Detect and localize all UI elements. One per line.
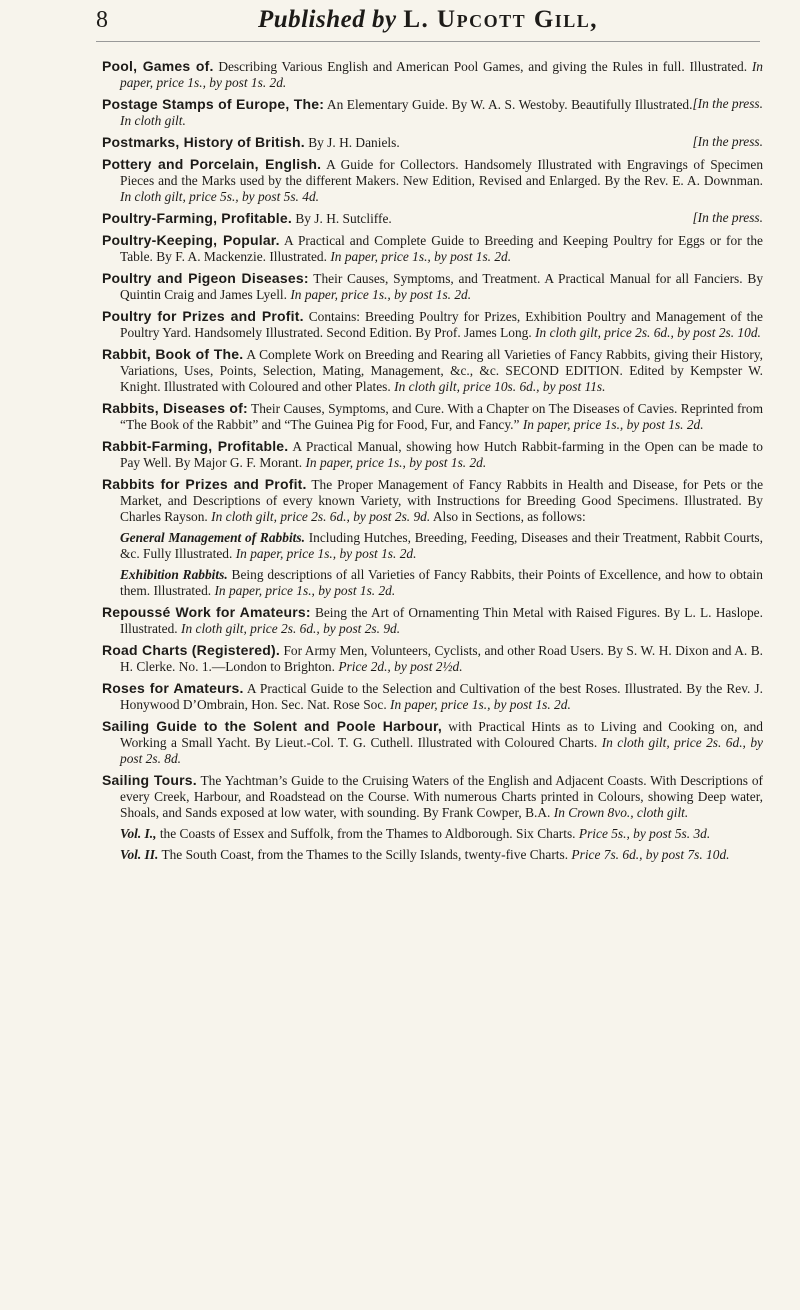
entry-heading: Repoussé Work for Amateurs: [102, 604, 311, 620]
running-title-prefix: Published by [257, 6, 397, 33]
entry-price: Price 2d., by post 2½d. [338, 659, 463, 674]
catalogue-entry [102, 476, 763, 525]
subentry-price: Price 7s. 6d., by post 7s. 10d. [571, 847, 730, 862]
entry-price: In paper, price 1s., by post 1s. 2d. [330, 249, 512, 264]
entry-note: Also in Sections, as follows: [432, 509, 586, 524]
catalogue-entry [102, 270, 763, 303]
entry-price: In paper, price 1s., by post 1s. 2d. [522, 417, 704, 432]
entry-heading: Sailing Tours. [102, 772, 197, 788]
catalogue-entry [102, 308, 763, 341]
entry-heading: Pool, Games of. [102, 58, 214, 74]
catalogue-entry [102, 604, 763, 637]
press-note: [In the press. [692, 96, 763, 111]
catalogue-entry [102, 232, 763, 265]
entry-price: In cloth gilt, price 5s., by post 5s. 4d. [120, 189, 319, 204]
subentry-description: Including Hutches, Breeding, Feeding, Diseases and their Treatment, Rabbit Courts, &c. Fully Illustrated. [120, 530, 763, 561]
entry-price: In cloth gilt, price 2s. 6d., by post 2s. 9d. [211, 509, 431, 524]
entry-price: In cloth gilt, price 10s. 6d., by post 11s. [394, 379, 606, 394]
catalogue-entries [102, 58, 763, 868]
header-rule [96, 41, 760, 42]
subentry-price: In paper, price 1s., by post 1s. 2d. [235, 546, 417, 561]
entry-price: In paper, price 1s., by post 1s. 2d. [305, 455, 487, 470]
entry-price: In cloth gilt, price 2s. 6d., by post 2s. 8d. [120, 735, 763, 766]
entry-description: with Practical Hints as to Living and Cooking on, and Working a Small Yacht. By Lieut.-Col. T. G. Cuthell. Illustrated with Coloured Charts. [120, 719, 763, 750]
catalogue-entry [102, 642, 763, 675]
entry-heading: Rabbit, Book of The. [102, 346, 244, 362]
entry-heading: Road Charts (Registered). [102, 642, 280, 658]
catalogue-subentry [102, 530, 763, 562]
page-number: 8 [96, 6, 108, 33]
page-header [96, 0, 760, 40]
catalogue-entry [102, 134, 763, 151]
entry-description: By J. H. Sutcliffe. [295, 211, 392, 226]
entry-description: A Complete Work on Breeding and Rearing all Varieties of Fancy Rabbits, giving their History, Variations, Uses, Points, Selection, Mating, Management, &c., &c. SECOND EDITION. Edited by Kempster W. Knight. Illustrated with Coloured and other Plates. [120, 347, 764, 394]
subentry-heading: Vol. II. [120, 847, 159, 862]
catalogue-entry [102, 96, 763, 129]
entry-description: The Yachtman’s Guide to the Cruising Waters of the English and Adjacent Coasts. With Descriptions of every Creek, Harbour, and Roadstead on the Course. With numerous Charts printed in Colours, showing Deep water, Shoals, and Sands exposed at low water, with sounding. By Frank Cowper, B.A. [120, 773, 764, 820]
entry-description: For Army Men, Volunteers, Cyclists, and other Road Users. By S. W. H. Dixon and A. B. H. Clerke. No. 1.—London to Brighton. [120, 643, 763, 674]
entry-description: Their Causes, Symptoms, and Treatment. A Practical Manual for all Fanciers. By Quintin Craig and James Lyell. [120, 271, 764, 302]
catalogue-subentry [102, 826, 763, 842]
entry-heading: Poultry for Prizes and Profit. [102, 308, 304, 324]
catalogue-entry [102, 346, 763, 395]
catalogue-entry [102, 210, 763, 227]
catalogue-entry [102, 772, 763, 821]
entry-price: In paper, price 1s., by post 1s. 2d. [390, 697, 571, 712]
subentry-price: In paper, price 1s., by post 1s. 2d. [214, 583, 396, 598]
entry-heading: Roses for Amateurs. [102, 680, 244, 696]
catalogue-entry [102, 58, 763, 91]
entry-description: Being the Art of Ornamenting Thin Metal with Raised Figures. By L. L. Haslope. Illustrated. [120, 605, 763, 636]
entry-heading: Rabbit-Farming, Profitable. [102, 438, 289, 454]
subentry-heading: General Management of Rabbits. [120, 530, 305, 545]
entry-heading: Rabbits for Prizes and Profit. [102, 476, 307, 492]
entry-heading: Postmarks, History of British. [102, 134, 305, 150]
entry-description: Contains: Breeding Poultry for Prizes, Exhibition Poultry and Management of the Poultry Yard. Handsomely Illustrated. Second Edition. By Prof. James Long. [120, 309, 764, 340]
entry-description: By J. H. Daniels. [308, 135, 400, 150]
entry-price: In cloth gilt. [120, 113, 186, 128]
press-note: [In the press. [692, 210, 763, 225]
subentry-description: The South Coast, from the Thames to the Scilly Islands, twenty-five Charts. [161, 847, 569, 862]
entry-price: In cloth gilt, price 2s. 6d., by post 2s. 10d. [535, 325, 761, 340]
entry-heading: Postage Stamps of Europe, The: [102, 96, 325, 112]
catalogue-entry [102, 718, 763, 767]
catalogue-subentry [102, 567, 763, 599]
entry-heading: Poultry and Pigeon Diseases: [102, 270, 309, 286]
subentry-heading: Exhibition Rabbits. [120, 567, 228, 582]
entry-description: A Practical Manual, showing how Hutch Rabbit-farming in the Open can be made to Pay Well. By Major G. F. Morant. [120, 439, 763, 470]
entry-heading: Poultry-Farming, Profitable. [102, 210, 292, 226]
entry-heading: Sailing Guide to the Solent and Poole Harbour, [102, 718, 442, 734]
entry-heading: Rabbits, Diseases of: [102, 400, 248, 416]
entry-description: The Proper Management of Fancy Rabbits in Health and Disease, for Pets or the Market, and Descriptions of every known Variety, with Instructions for Breeding Good Specimens. Illustrated. By Charles Rayson. [120, 477, 764, 524]
entry-description: A Practical Guide to the Selection and Cultivation of the best Roses. Illustrated. By the Rev. J. Honywood D’Ombrain, Hon. Sec. Nat. Rose Soc. [120, 681, 763, 712]
entry-price: In paper, price 1s., by post 1s. 2d. [290, 287, 472, 302]
entry-heading: Poultry-Keeping, Popular. [102, 232, 280, 248]
catalogue-entry [102, 438, 763, 471]
subentry-description: Being descriptions of all Varieties of Fancy Rabbits, their Points of Excellence, and how to obtain them. Illustrated. [120, 567, 763, 598]
subentry-description: the Coasts of Essex and Suffolk, from the Thames to Aldborough. Six Charts. [159, 826, 576, 841]
entry-heading: Pottery and Porcelain, English. [102, 156, 322, 172]
subentry-price: Price 5s., by post 5s. 3d. [578, 826, 711, 841]
entry-description: An Elementary Guide. By W. A. S. Westoby. Beautifully Illustrated. [326, 97, 693, 112]
entry-price: In cloth gilt, price 2s. 6d., by post 2s. 9d. [181, 621, 401, 636]
running-title [136, 6, 760, 34]
press-note: [In the press. [692, 134, 763, 149]
entry-description: A Guide for Collectors. Handsomely Illustrated with Engravings of Specimen Pieces and the Marks used by the different Makers. New Edition, Revised and Enlarged. By the Rev. E. A. Downman. [120, 157, 764, 188]
running-title-publisher: L. Upcott Gill, [403, 6, 599, 33]
entry-description: Describing Various English and American Pool Games, and giving the Rules in full. Illustrated. [218, 59, 748, 74]
catalogue-entry [102, 156, 763, 205]
catalogue-subentry [102, 847, 763, 863]
catalogue-entry [102, 400, 763, 433]
entry-price: In paper, price 1s., by post 1s. 2d. [120, 59, 763, 90]
catalogue-entry [102, 680, 763, 713]
entry-description: A Practical and Complete Guide to Breeding and Keeping Poultry for Eggs or for the Table. By F. A. Mackenzie. Illustrated. [120, 233, 763, 264]
entry-price: In Crown 8vo., cloth gilt. [553, 805, 689, 820]
entry-description: Their Causes, Symptoms, and Cure. With a Chapter on The Diseases of Cavies. Reprinted from “The Book of the Rabbit” and “The Guinea Pig for Food, Fur, and Fancy.” [120, 401, 763, 432]
subentry-heading: Vol. I., [120, 826, 157, 841]
